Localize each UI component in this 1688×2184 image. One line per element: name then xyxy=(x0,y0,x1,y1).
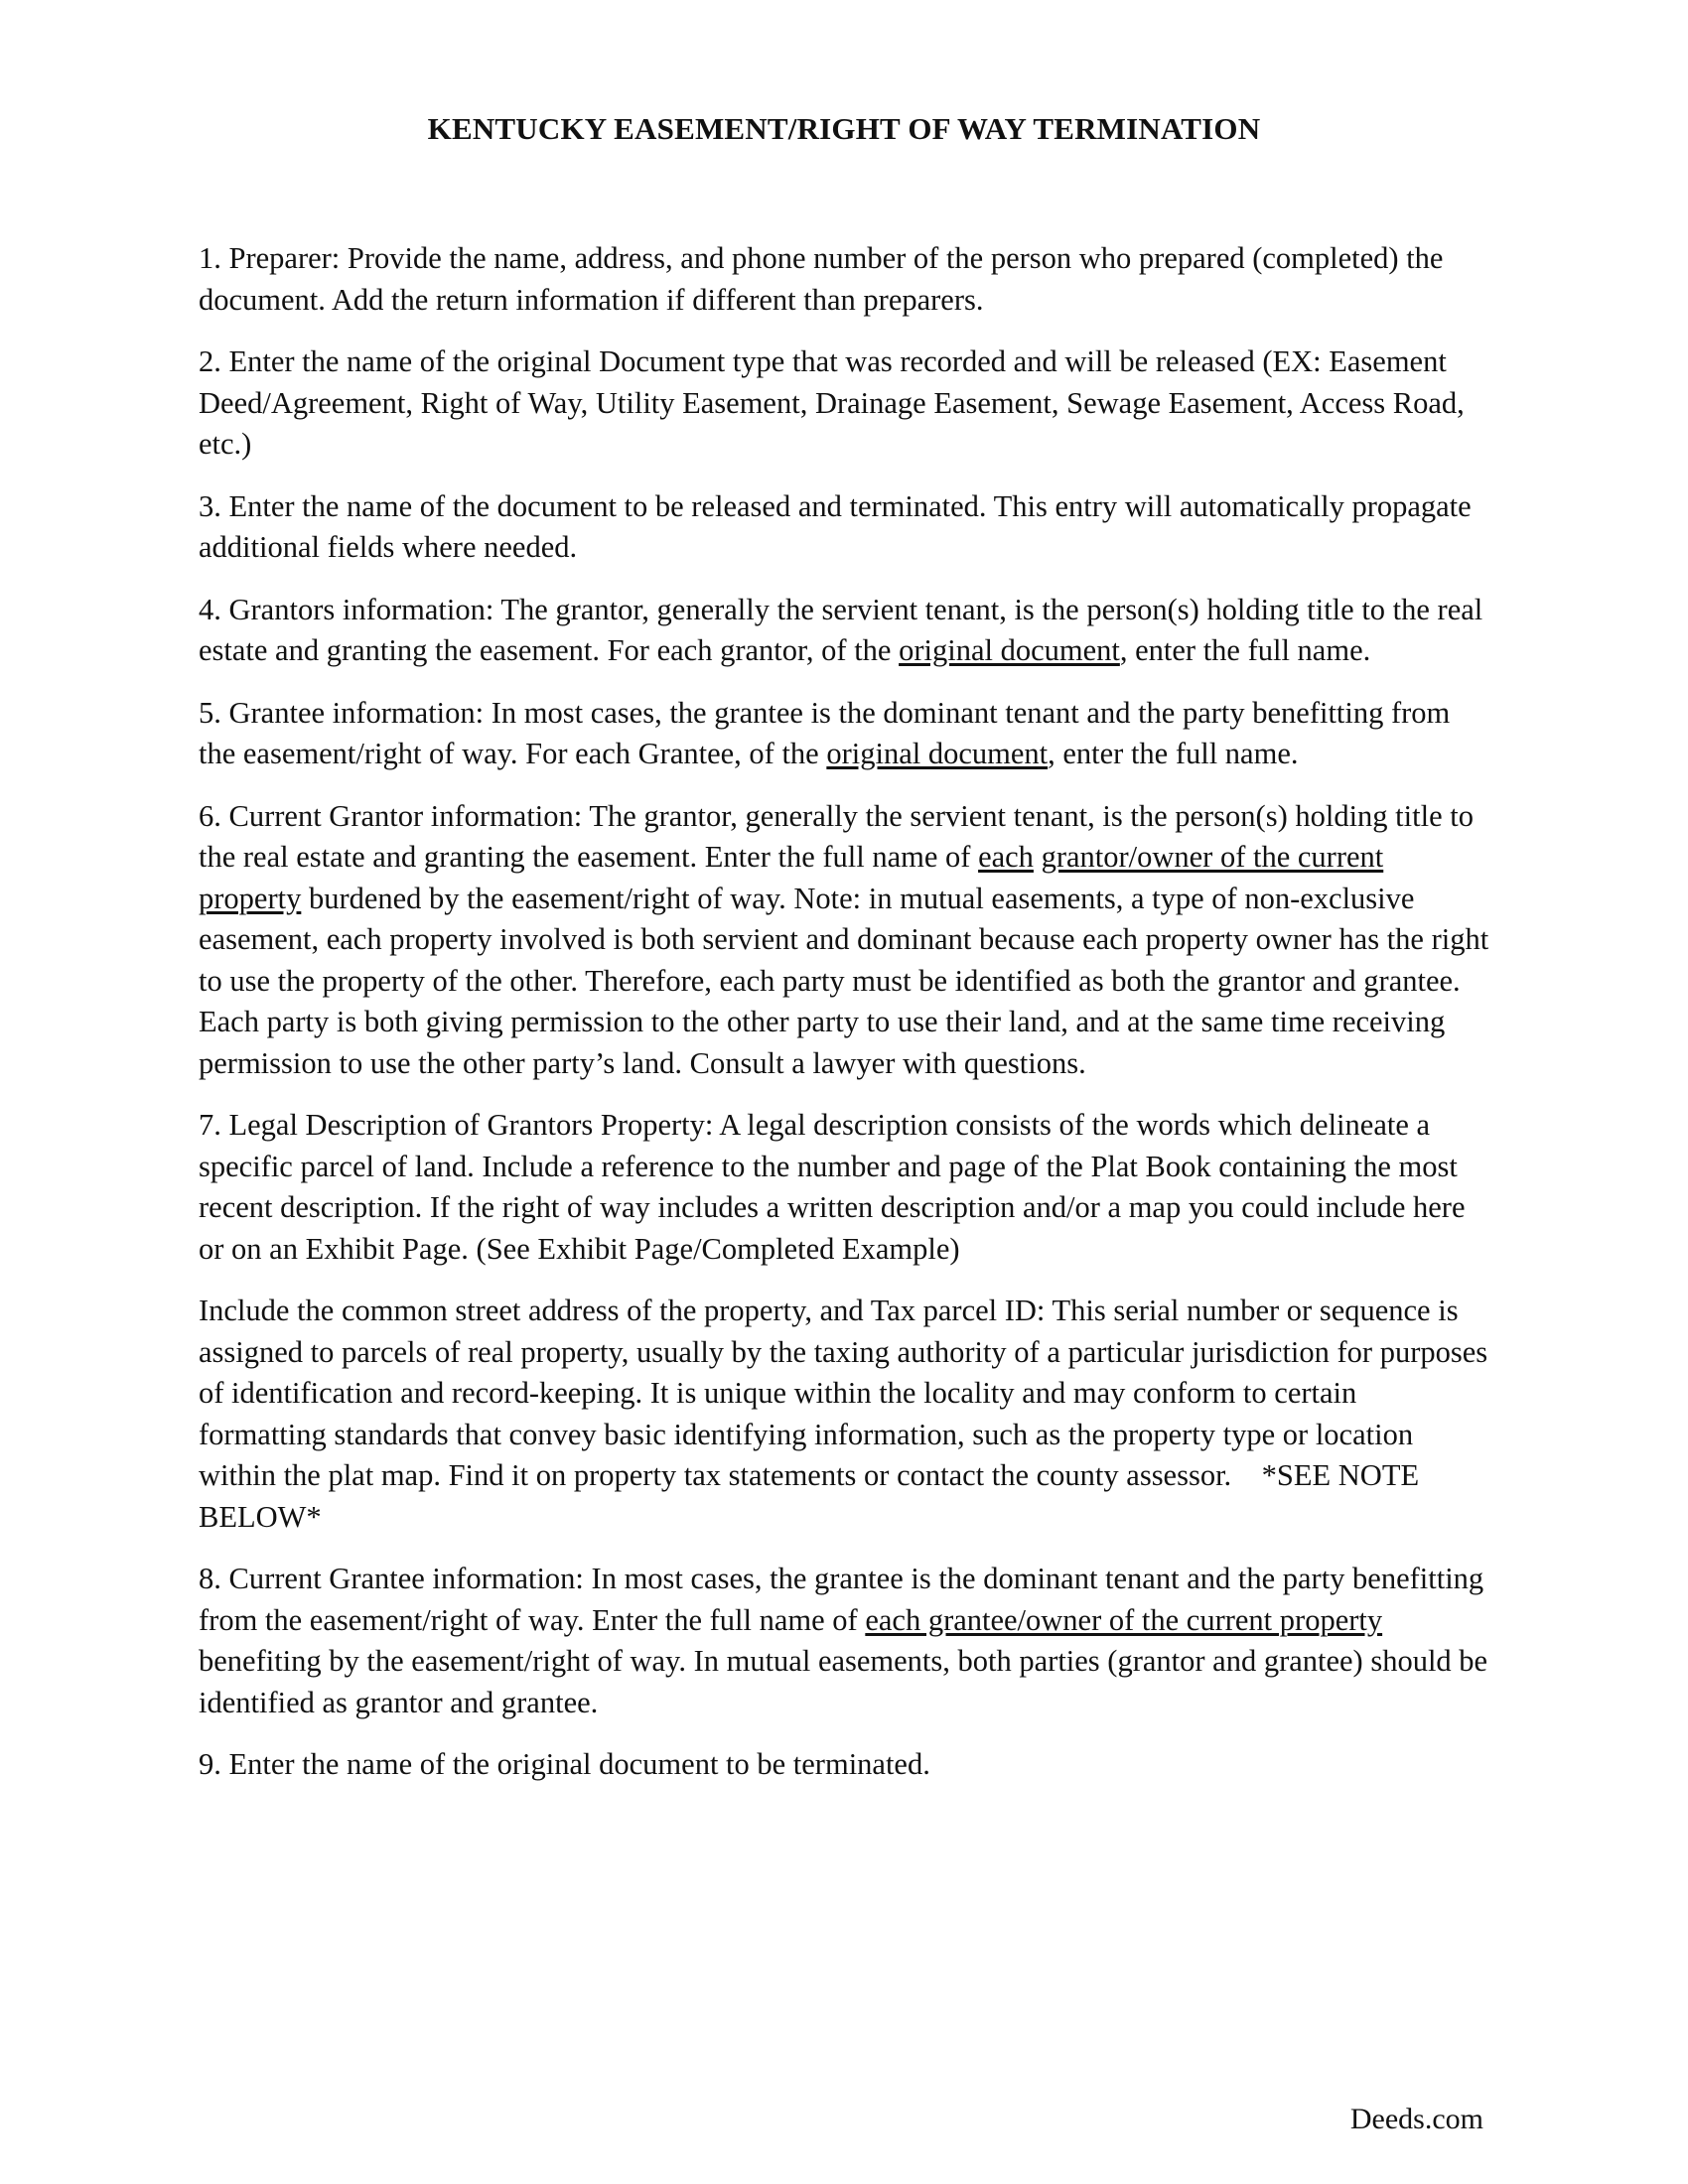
instruction-6-text: 6. Current Grantor information: The grantor, generally the servient tenant, is the person(s) holding title to the real estate and granting the easement. Enter the full name of xyxy=(199,798,1474,874)
instruction-8-current-grantee xyxy=(199,1559,1489,1723)
instruction-6-text-end: burdened by the easement/right of way. Note: in mutual easements, a type of non-exclusive easement, each property involved is both servient and dominant because each property owner has the right to use the property of the other. Therefore, each party must be identified as both the grantor and grantee. Each party is both giving permission to the other party to use their land, and at the same time receiving permission to use the other party’s land. Consult a lawyer with questions. xyxy=(199,881,1489,1080)
instruction-5-underlined: original document xyxy=(826,737,1049,770)
instruction-8-underlined: each grantee/owner of the current property xyxy=(865,1602,1383,1637)
instruction-9-original-document: 9. Enter the name of the original document to be terminated. xyxy=(199,1747,930,1781)
instruction-5-text-end: , enter the full name. xyxy=(1048,737,1299,770)
instruction-6-space xyxy=(1034,840,1042,874)
document-title: KENTUCKY EASEMENT/RIGHT OF WAY TERMINATION xyxy=(427,111,1261,146)
instruction-4-grantors xyxy=(199,590,1489,672)
instruction-6-underlined-each: each xyxy=(978,840,1034,874)
instruction-8-text-end: benefiting by the easement/right of way. In mutual easements, both parties (grantor and grantee) should be identified as grantor and grantee. xyxy=(199,1644,1488,1719)
footer-brand: Deeds.com xyxy=(1349,2103,1483,2135)
instruction-4-text-end: , enter the full name. xyxy=(1119,633,1371,667)
instruction-5-text: 5. Grantee information: In most cases, the grantee is the dominant tenant and the party benefitting from the easement/right of way. For each Grantee, of the xyxy=(199,695,1451,770)
instruction-5-grantees xyxy=(199,693,1489,775)
instruction-6-current-grantor xyxy=(199,796,1489,1085)
instruction-7-tax-parcel: Include the common street address of the property, and Tax parcel ID: This serial number or sequence is assigned to parcels of real property, usually by the taxing authority of a particular jurisdiction for purposes of identification and record-keeping. It is unique within the locality and may conform to certain formatting standards that convey basic identifying information, such as the property type or location within the plat map. Find it on property tax statements or contact the county assessor. *SEE NOTE BELOW* xyxy=(199,1294,1495,1534)
instruction-1-preparer: 1. Preparer: Provide the name, address, and phone number of the person who prepared (completed) the document. Add the return information if different than preparers. xyxy=(199,241,1444,317)
instruction-8-text: 8. Current Grantee information: In most cases, the grantee is the dominant tenant and the party benefitting from the easement/right of way. Enter the full name of xyxy=(199,1562,1484,1637)
instruction-3-document-name: 3. Enter the name of the document to be released and terminated. This entry will automatically propagate additional fields where needed. xyxy=(199,488,1472,564)
instruction-2-document-type: 2. Enter the name of the original Document type that was recorded and will be released (EX: Easement Deed/Agreement, Right of Way, Utility Easement, Drainage Easement, Sewage Easement, Access Road, etc.) xyxy=(199,344,1465,461)
instruction-4-underlined: original document xyxy=(899,633,1120,667)
instruction-4-text: 4. Grantors information: The grantor, generally the servient tenant, is the person(s) holding title to the real estate and granting the easement. For each grantor, of the xyxy=(199,592,1483,667)
instruction-6-underlined-owner: grantor/owner of the current property xyxy=(199,840,1384,915)
instructions-body xyxy=(199,238,1495,1807)
instruction-7-legal-description: 7. Legal Description of Grantors Property: A legal description consists of the words which delineate a specific parcel of land. Include a reference to the number and page of the Plat Book containing the most recent description. If the right of way includes a written description and/or a map you could include here or on an Exhibit Page. (See Exhibit Page/Completed Example) xyxy=(199,1108,1466,1266)
